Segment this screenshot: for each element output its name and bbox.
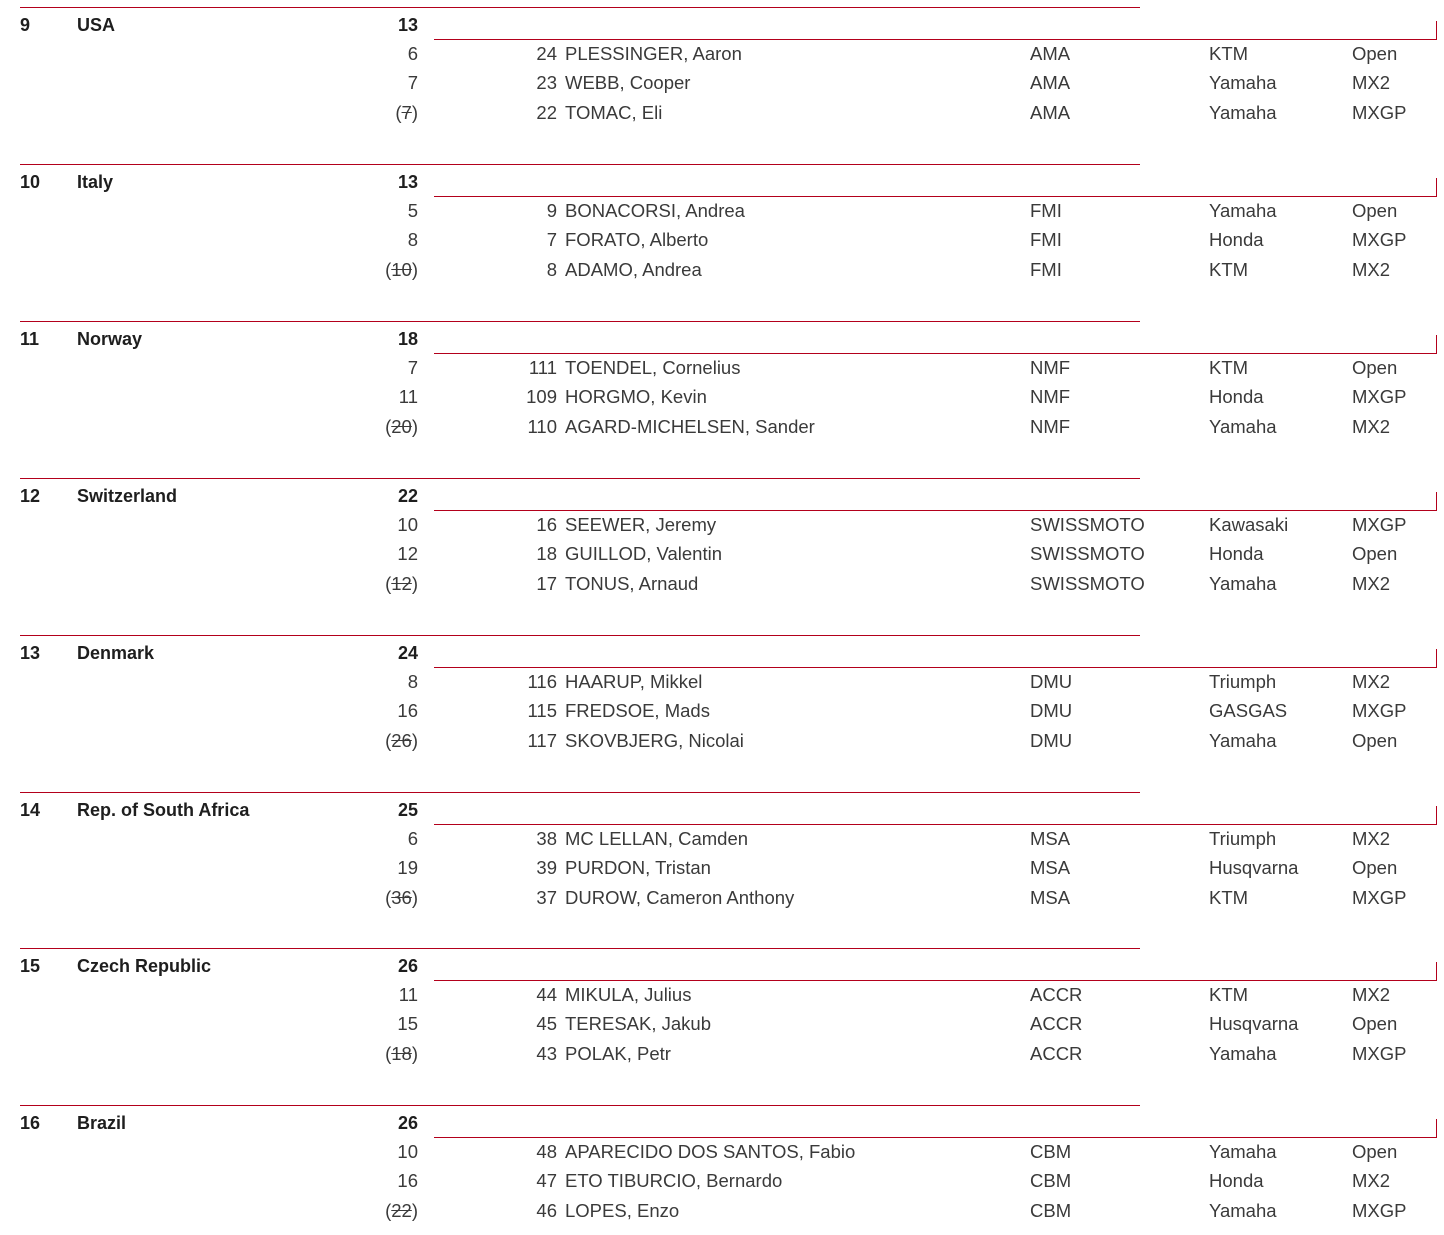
dropped-score: (36) <box>385 886 418 908</box>
rider-row <box>0 416 1444 446</box>
rider-federation: AMA <box>1030 72 1071 93</box>
rider-federation: CBM <box>1030 1141 1072 1163</box>
rider-federation: MSA <box>1030 856 1071 878</box>
dropped-score: (10) <box>385 258 418 280</box>
rider-name: TONUS, Arnaud <box>565 572 699 594</box>
rider-row <box>0 1170 1444 1200</box>
rider-divider <box>434 667 1437 668</box>
team-points: 22 <box>397 485 418 506</box>
rider-number: 23 <box>536 72 557 93</box>
rider-name: HAARUP, Mikkel <box>565 670 703 692</box>
rider-number: 16 <box>536 513 557 535</box>
rider-name: SEEWER, Jeremy <box>565 513 717 535</box>
rider-federation: SWISSMOTO <box>1030 542 1145 564</box>
team-points: 18 <box>397 328 418 349</box>
divider-tick <box>1436 649 1437 668</box>
rider-row <box>0 1141 1444 1171</box>
rider-score: 12 <box>397 542 418 564</box>
team-position: 10 <box>20 171 41 192</box>
rider-class: Open <box>1352 542 1398 564</box>
rider-brand: Triumph <box>1209 670 1277 692</box>
rider-row <box>0 1200 1444 1230</box>
dropped-score-value: 7 <box>401 102 412 123</box>
rider-name: APARECIDO DOS SANTOS, Fabio <box>565 1141 856 1163</box>
rider-divider <box>434 39 1437 40</box>
rider-federation: MSA <box>1030 827 1071 849</box>
dropped-score: (12) <box>385 572 418 594</box>
rider-number: 115 <box>527 699 557 721</box>
rider-number: 37 <box>536 886 557 908</box>
rider-class: MX2 <box>1352 415 1391 437</box>
rider-divider <box>434 980 1437 981</box>
team-block <box>0 478 1444 608</box>
rider-row <box>0 828 1444 858</box>
team-points: 26 <box>397 956 418 977</box>
rider-number: 9 <box>546 199 557 221</box>
rider-row <box>0 730 1444 760</box>
rider-number: 47 <box>536 1170 557 1192</box>
rider-federation: ACCR <box>1030 1043 1083 1065</box>
rider-number: 109 <box>526 385 557 407</box>
rider-class: Open <box>1352 1141 1398 1163</box>
rider-brand: KTM <box>1209 356 1249 378</box>
team-block <box>0 7 1444 137</box>
rider-row <box>0 259 1444 289</box>
dropped-score-value: 12 <box>391 572 412 594</box>
rider-class: Open <box>1352 729 1398 751</box>
rider-class: MX2 <box>1352 1170 1391 1192</box>
rider-number: 110 <box>527 415 557 437</box>
divider-tick <box>1436 806 1437 825</box>
rider-row <box>0 102 1444 132</box>
team-position: 11 <box>20 328 40 349</box>
rider-row <box>0 200 1444 230</box>
rider-name: PURDON, Tristan <box>565 856 711 878</box>
team-name: Czech Republic <box>77 956 212 977</box>
rider-brand: Yamaha <box>1209 729 1277 751</box>
rider-federation: CBM <box>1030 1200 1072 1222</box>
rider-brand: KTM <box>1209 43 1249 64</box>
rider-class: MX2 <box>1352 984 1391 1006</box>
team-name: Brazil <box>77 1113 127 1134</box>
rider-row <box>0 72 1444 102</box>
rider-class: Open <box>1352 1013 1398 1035</box>
rider-number: 46 <box>536 1200 557 1222</box>
rider-name: MC LELLAN, Camden <box>565 827 749 849</box>
rider-name: BONACORSI, Andrea <box>565 199 745 221</box>
rider-score: 11 <box>398 984 418 1006</box>
team-points: 13 <box>397 171 418 192</box>
rider-row <box>0 984 1444 1014</box>
team-position: 13 <box>20 642 41 663</box>
rider-federation: FMI <box>1030 228 1062 250</box>
rider-row <box>0 671 1444 701</box>
rider-divider <box>434 353 1437 354</box>
rider-row <box>0 386 1444 416</box>
team-block <box>0 635 1444 765</box>
rider-row <box>0 229 1444 259</box>
rider-divider <box>434 510 1437 511</box>
rider-brand: GASGAS <box>1209 699 1288 721</box>
rider-federation: DMU <box>1030 729 1073 751</box>
dropped-score: (7) <box>395 102 418 123</box>
divider-tick <box>1436 492 1437 511</box>
rider-brand: Honda <box>1209 228 1264 250</box>
rider-number: 116 <box>527 670 557 692</box>
divider-tick <box>1436 962 1437 981</box>
team-name: Norway <box>77 328 143 349</box>
rider-score: 10 <box>397 1141 418 1163</box>
team-position: 9 <box>20 15 31 35</box>
rider-name: TOMAC, Eli <box>565 102 663 123</box>
team-divider <box>20 321 1140 322</box>
rider-brand: KTM <box>1209 984 1249 1006</box>
rider-number: 18 <box>536 542 557 564</box>
team-block <box>0 948 1444 1078</box>
team-name: USA <box>77 15 116 35</box>
team-block <box>0 1105 1444 1235</box>
rider-divider <box>434 824 1437 825</box>
team-points: 26 <box>397 1113 418 1134</box>
rider-number: 39 <box>536 856 557 878</box>
rider-federation: AMA <box>1030 43 1071 64</box>
dropped-score: (20) <box>385 415 418 437</box>
rider-name: ETO TIBURCIO, Bernardo <box>565 1170 783 1192</box>
rider-federation: SWISSMOTO <box>1030 513 1145 535</box>
rider-class: MXGP <box>1352 228 1407 250</box>
rider-name: LOPES, Enzo <box>565 1200 680 1222</box>
rider-number: 117 <box>527 729 557 751</box>
rider-brand: Yamaha <box>1209 1141 1277 1163</box>
dropped-score-value: 18 <box>391 1043 412 1065</box>
rider-class: MXGP <box>1352 513 1407 535</box>
rider-federation: NMF <box>1030 385 1071 407</box>
rider-class: MXGP <box>1352 102 1407 123</box>
rider-number: 44 <box>536 984 557 1006</box>
rider-brand: Triumph <box>1209 827 1277 849</box>
rider-class: Open <box>1352 43 1398 64</box>
team-points: 13 <box>397 15 418 35</box>
rider-number: 7 <box>546 228 557 250</box>
rider-name: WEBB, Cooper <box>565 72 691 93</box>
team-name: Switzerland <box>77 485 178 506</box>
rider-number: 48 <box>536 1141 557 1163</box>
rider-row <box>0 543 1444 573</box>
divider-tick <box>1436 178 1437 197</box>
rider-brand: Kawasaki <box>1209 513 1289 535</box>
rider-number: 17 <box>536 572 557 594</box>
rider-brand: Yamaha <box>1209 199 1277 221</box>
team-block <box>0 321 1444 451</box>
dropped-score: (26) <box>385 729 418 751</box>
rider-number: 38 <box>536 827 557 849</box>
rider-class: MXGP <box>1352 385 1407 407</box>
rider-brand: Yamaha <box>1209 1043 1277 1065</box>
dropped-score-value: 20 <box>391 415 412 437</box>
rider-row <box>0 573 1444 603</box>
team-block <box>0 792 1444 922</box>
rider-brand: Yamaha <box>1209 572 1277 594</box>
team-divider <box>20 1105 1140 1106</box>
team-position: 12 <box>20 485 41 506</box>
rider-number: 43 <box>536 1043 557 1065</box>
team-block <box>0 164 1444 294</box>
team-divider <box>20 635 1140 636</box>
rider-federation: DMU <box>1030 670 1073 692</box>
rider-number: 22 <box>536 102 557 123</box>
rider-number: 24 <box>536 43 557 64</box>
team-divider <box>20 792 1140 793</box>
rider-name: POLAK, Petr <box>565 1043 671 1065</box>
rider-brand: Husqvarna <box>1209 1013 1299 1035</box>
rider-row <box>0 1043 1444 1073</box>
rider-class: MXGP <box>1352 699 1407 721</box>
rider-number: 45 <box>536 1013 557 1035</box>
rider-name: SKOVBJERG, Nicolai <box>565 729 744 751</box>
rider-score: 7 <box>407 356 418 378</box>
rider-federation: ACCR <box>1030 984 1083 1006</box>
rider-federation: NMF <box>1030 356 1071 378</box>
rider-class: Open <box>1352 356 1398 378</box>
rider-brand: Yamaha <box>1209 72 1277 93</box>
rider-brand: Husqvarna <box>1209 856 1299 878</box>
rider-row <box>0 700 1444 730</box>
rider-row <box>0 1013 1444 1043</box>
dropped-score-value: 26 <box>391 729 412 751</box>
rider-class: MX2 <box>1352 72 1391 93</box>
rider-divider <box>434 1137 1437 1138</box>
rider-name: TERESAK, Jakub <box>565 1013 712 1035</box>
rider-number: 111 <box>528 356 557 378</box>
rider-name: FREDSOE, Mads <box>565 699 710 721</box>
rider-class: Open <box>1352 856 1398 878</box>
dropped-score: (18) <box>385 1043 418 1065</box>
rider-federation: MSA <box>1030 886 1071 908</box>
rider-row <box>0 857 1444 887</box>
rider-federation: AMA <box>1030 102 1071 123</box>
rider-name: DUROW, Cameron Anthony <box>565 886 795 908</box>
rider-class: MX2 <box>1352 670 1391 692</box>
rider-score: 16 <box>397 699 418 721</box>
rider-row <box>0 887 1444 917</box>
rider-name: PLESSINGER, Aaron <box>565 43 742 64</box>
team-divider <box>20 478 1140 479</box>
rider-score: 11 <box>398 385 418 407</box>
rider-brand: KTM <box>1209 886 1249 908</box>
rider-brand: KTM <box>1209 258 1249 280</box>
team-divider <box>20 164 1140 165</box>
rider-brand: Honda <box>1209 542 1264 564</box>
rider-score: 19 <box>397 856 418 878</box>
team-divider <box>20 948 1140 949</box>
rider-score: 6 <box>407 827 418 849</box>
rider-federation: CBM <box>1030 1170 1072 1192</box>
rider-divider <box>434 196 1437 197</box>
rider-score: 16 <box>397 1170 418 1192</box>
rider-federation: NMF <box>1030 415 1071 437</box>
rider-brand: Honda <box>1209 1170 1264 1192</box>
rider-class: MXGP <box>1352 1200 1407 1222</box>
rider-score: 5 <box>407 199 418 221</box>
rider-federation: ACCR <box>1030 1013 1083 1035</box>
rider-federation: SWISSMOTO <box>1030 572 1145 594</box>
dropped-score: (22) <box>385 1200 418 1222</box>
rider-name: ADAMO, Andrea <box>565 258 702 280</box>
rider-score: 6 <box>407 43 418 64</box>
rider-name: MIKULA, Julius <box>565 984 692 1006</box>
divider-tick <box>1436 335 1437 354</box>
rider-brand: Honda <box>1209 385 1264 407</box>
rider-name: AGARD-MICHELSEN, Sander <box>565 415 815 437</box>
rider-name: TOENDEL, Cornelius <box>565 356 741 378</box>
rider-score: 8 <box>407 670 418 692</box>
rider-score: 7 <box>407 72 418 93</box>
rider-row <box>0 43 1444 73</box>
team-divider <box>20 7 1140 8</box>
dropped-score-value: 36 <box>391 886 412 908</box>
rider-name: FORATO, Alberto <box>565 228 709 250</box>
rider-federation: FMI <box>1030 199 1062 221</box>
rider-row <box>0 357 1444 387</box>
team-points: 25 <box>397 799 418 820</box>
rider-class: MX2 <box>1352 572 1391 594</box>
team-position: 14 <box>20 799 41 820</box>
dropped-score-value: 22 <box>391 1200 412 1222</box>
team-position: 16 <box>20 1113 41 1134</box>
rider-federation: FMI <box>1030 258 1062 280</box>
rider-federation: DMU <box>1030 699 1073 721</box>
dropped-score-value: 10 <box>391 258 412 280</box>
team-name: Denmark <box>77 642 155 663</box>
rider-class: Open <box>1352 199 1398 221</box>
rider-number: 8 <box>546 258 557 280</box>
rider-name: GUILLOD, Valentin <box>565 542 722 564</box>
rider-name: HORGMO, Kevin <box>565 385 707 407</box>
rider-class: MX2 <box>1352 827 1391 849</box>
rider-row <box>0 514 1444 544</box>
rider-score: 8 <box>407 228 418 250</box>
rider-brand: Yamaha <box>1209 415 1277 437</box>
team-position: 15 <box>20 956 41 977</box>
rider-class: MX2 <box>1352 258 1391 280</box>
rider-class: MXGP <box>1352 1043 1407 1065</box>
team-name: Italy <box>77 171 114 192</box>
team-points: 24 <box>397 642 418 663</box>
rider-score: 10 <box>397 513 418 535</box>
rider-brand: Yamaha <box>1209 1200 1277 1222</box>
rider-brand: Yamaha <box>1209 102 1277 123</box>
rider-class: MXGP <box>1352 886 1407 908</box>
divider-tick <box>1436 1119 1437 1138</box>
team-name: Rep. of South Africa <box>77 799 250 820</box>
rider-score: 15 <box>397 1013 418 1035</box>
divider-tick <box>1436 21 1437 40</box>
